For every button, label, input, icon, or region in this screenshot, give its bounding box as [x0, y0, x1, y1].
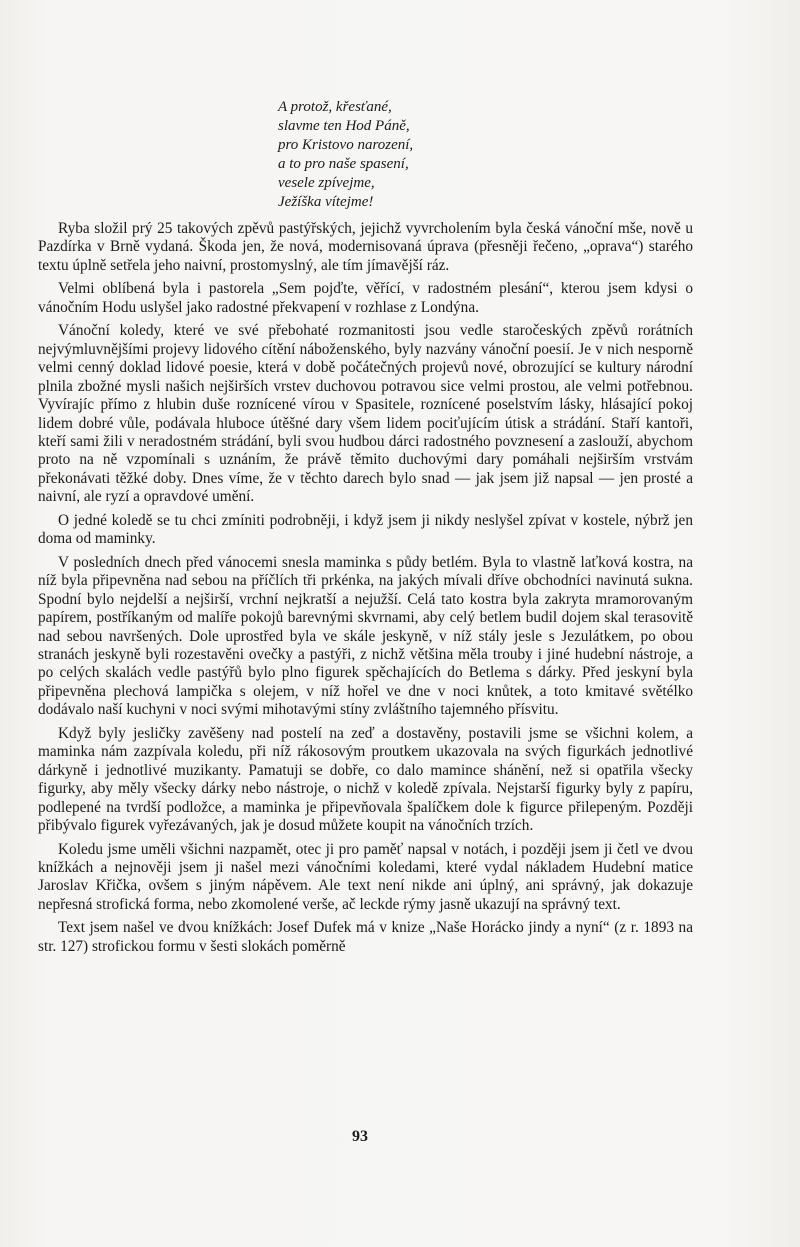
poem-line: A protož, křesťané,	[278, 99, 392, 115]
paragraph: V posledních dnech před vánocemi snesla maminka s půdy betlém. Byla to vlastně laťková kostra, na níž byla připevněna nad sebou na příčlích tři prkénka, na jakých mívali dříve obchodníci navinutá sukna. Spodní bylo nejdelší a nejširší, vrchní nejkratší a nejužší. Celá tato kostra byla zakryta mramorovaným papírem, postříkaným od malíře pokojů barevnými skvrnami, aby celý betlem budil dojem skal terasovitě nad sebou navršených. Dole uprostřed byla ve skále jeskyně, v níž stály jesle s Jezulátkem, po obou stranách jeskyně byli rozestavěni ovečky a pastýři, z nichž většina měla trouby i jiné hudební nástroje, a po celých skalách vedle pastýřů bylo plno figurek spěchajících do Betlema s dárky. Před jeskyní byla připevněna plechová lampička s olejem, v níž hořel ve dne v noci knůtek, a toto kmitavé světélko dodávalo naší kuchyni v noci svými mihotavými stíny zvláštního tajemného přísvitu.	[38, 553, 693, 719]
poem-line: pro Kristovo narození,	[278, 137, 414, 153]
paragraph: O jedné koledě se tu chci zmíniti podrobněji, i když jsem ji nikdy neslyšel zpívat v kostele, nýbrž jen doma od maminky.	[38, 511, 693, 548]
body-text	[38, 220, 693, 961]
paragraph: Ryba složil prý 25 takových zpěvů pastýřských, jejichž vyvrcholením byla česká vánoční mše, nově u Pazdírka v Brně vydaná. Škoda jen, že nová, modernisovaná úprava (přesněji řečeno, „oprava“) starého textu úplně setřela jeho naivní, prostomyslný, ale tím jímavější ráz.	[38, 220, 693, 274]
page-number: 93	[352, 1128, 368, 1145]
poem-line: slavme ten Hod Páně,	[278, 118, 410, 134]
poem-stanza	[278, 98, 638, 212]
paragraph: Velmi oblíbená byla i pastorela „Sem pojďte, věřící, v radostném plesání“, kterou jsem kdysi o vánočním Hodu uslyšel jako radostné překvapení v rozhlase z Londýna.	[38, 280, 693, 316]
poem-line: a to pro naše spasení,	[278, 156, 409, 172]
paragraph: Text jsem našel ve dvou knížkách: Josef Dufek má v knize „Naše Horácko jindy a nyní“ (z r. 1893 na str. 127) strofickou formu v šesti slokách poměrně	[38, 919, 693, 955]
poem-line: vesele zpívejme,	[278, 175, 375, 191]
paragraph: Koledu jsme uměli všichni nazpamět, otec ji pro paměť napsal v notách, i později jsem ji četl ve dvou knížkách a nejnověji jsem ji našel mezi vánočními koledami, které vydal nákladem Hudební matice Jaroslav Křička, ovšem s jiným nápěvem. Ale text není nikde ani úplný, ani správný, jak dokazuje nepřesná strofická forma, nebo zkomolené verše, ač leckde rýmy jasně ukazují na správný text.	[38, 840, 693, 913]
paragraph: Když byly jesličky zavěšeny nad postelí na zeď a dostavěny, postavili jsme se všichni kolem, a maminka nám zazpívala koledu, při níž rákosovým proutkem ukazovala na svých figurkách jednotlivé dárkyně i jednotlivé muzikanty. Pamatuji se dobře, co dalo mamince shánění, než si opatřila všecky figurky, aby měly všecky dárky nebo nástroje, o nichž v koledě zpívala. Nejstarší figurky byly z papíru, podlepené na tvrdší podložce, a maminka je připevňovala špalíčkem dole k figurce přilepeným. Později přibývalo figurek vyřezávaných, jak je dosud můžete koupit na vánočních trzích.	[38, 724, 693, 835]
poem-line: Ježíška vítejme!	[278, 194, 374, 210]
paragraph: Vánoční koledy, které ve své přebohaté rozmanitosti jsou vedle staročeských zpěvů rorátních nejvýmluvnějšími projevy lidového cítění náboženského, byly nazvány vánoční poesií. Je v nich nesporně velmi cenný doklad lidové poesie, která v době počátečných projevů nové, obrozující se kultury národní plnila zbožné mysli našich nejširších vrstev duchovou potravou sice velmi prostou, ale velmi potřebnou. Vyvírajíc přímo z hlubin duše roznícené vírou v Spasitele, roznícené poselstvím lásky, hlásající pokoj lidem dobré vůle, podávala hluboce útěšné dary všem lidem pociťujícím útisk a strádání. Staří kantoři, kteří sami žili v neradostném strádání, byli svou hudbou dárci radostného povznesení a zaslouží, abychom proto na ně vzpomínali s uznáním, že právě těmito duchovými dary pomáhali nejširším vrstvám překonávati těžké doby. Dnes víme, že v těchto darech bylo snad — jak jsem již napsal — jen prosté a naivní, ale ryzí a opravdové umění.	[38, 322, 693, 506]
